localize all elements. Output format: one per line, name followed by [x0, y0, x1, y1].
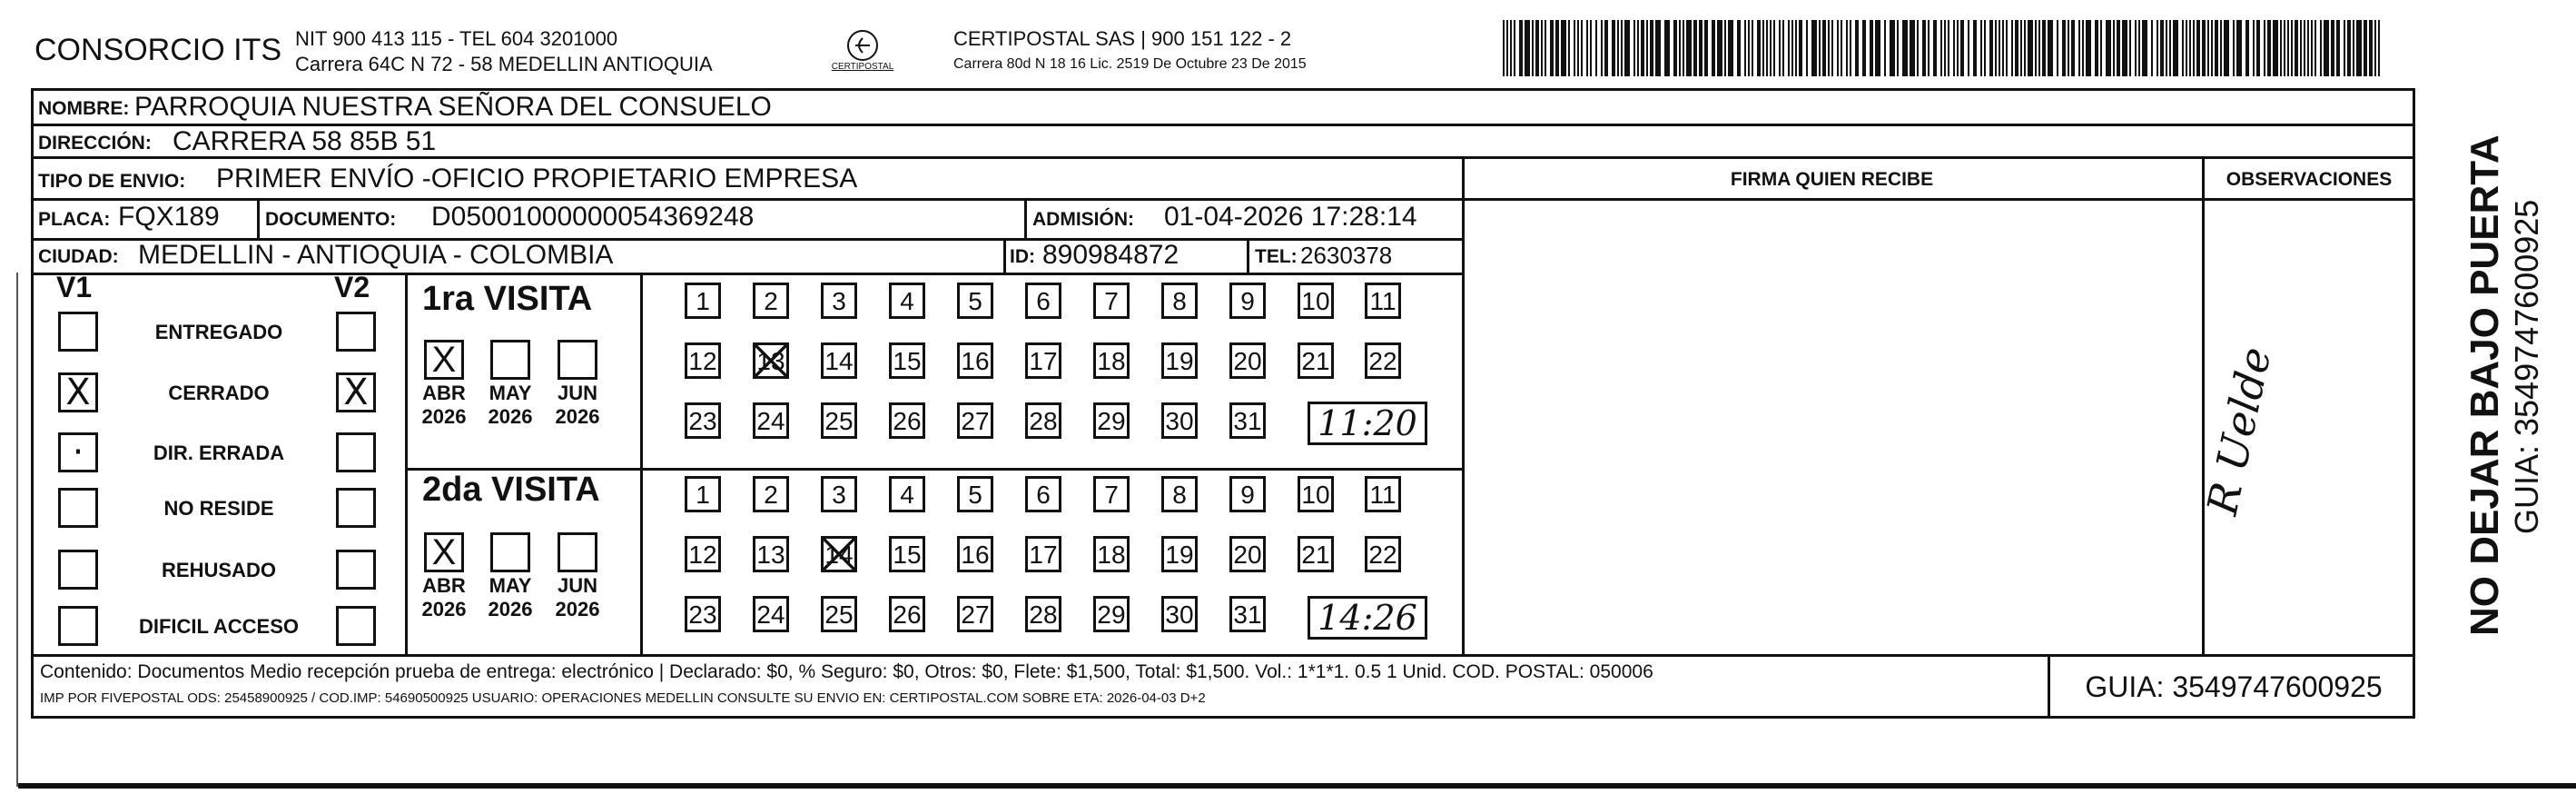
status-label: ENTREGADO [154, 321, 283, 343]
day-box[interactable]: 23 [685, 402, 721, 439]
day-box[interactable]: 27 [957, 596, 993, 632]
v1-checkbox[interactable] [58, 432, 98, 472]
day-box[interactable]: 10 [1298, 283, 1334, 319]
day-box[interactable]: 27 [957, 402, 993, 439]
v1-checkbox[interactable] [58, 488, 98, 528]
documento-value: D05001000000054369248 [431, 202, 755, 232]
status-label: NO RESIDE [163, 497, 274, 520]
documento-label: DOCUMENTO: [265, 209, 397, 230]
day-box[interactable]: 4 [889, 283, 925, 319]
ciudad-label: CIUDAD: [38, 246, 119, 267]
month-checkbox-may[interactable] [490, 340, 530, 380]
day-box[interactable]: 16 [957, 536, 993, 572]
day-box[interactable]: 9 [1229, 283, 1266, 319]
month-checkbox-may[interactable] [490, 532, 530, 572]
day-box[interactable]: 6 [1025, 283, 1061, 319]
company-nit: NIT 900 413 115 - TEL 604 3201000 [295, 27, 618, 50]
month-name: ABR [422, 574, 466, 597]
status-label: DIFICIL ACCESO [138, 615, 299, 638]
tel-value: 2630378 [1300, 242, 1393, 269]
day-box[interactable]: 15 [889, 342, 925, 379]
receiver-signature: R Uelde [2197, 342, 2281, 520]
month-year: 2026 [555, 598, 600, 620]
day-box[interactable]: 22 [1365, 342, 1401, 379]
day-box[interactable]: 2 [753, 476, 789, 512]
day-box[interactable]: 18 [1093, 342, 1130, 379]
day-box[interactable]: 26 [889, 596, 925, 632]
v1-mark: X [65, 372, 91, 413]
day-box[interactable]: 7 [1093, 476, 1130, 512]
admision-value: 01-04-2026 17:28:14 [1164, 202, 1417, 232]
footer-contents: Contenido: Documentos Medio recepción prueba de entrega: electrónico | Declarado: $0, % Seguro: $0, Otros: $0, Flete: $1,500, Total: $1,500. Vol.: 1*1*1. 0.5 1 Unid. COD. POSTAL: 050006 [40, 661, 1653, 682]
day-box[interactable]: 18 [1093, 536, 1130, 572]
second-visit-time: 14:26 [1308, 596, 1427, 640]
v1-checkbox[interactable] [58, 312, 98, 352]
month-name: ABR [422, 382, 466, 404]
month-checkbox-abr[interactable] [424, 340, 464, 380]
month-checkbox-jun[interactable] [558, 340, 597, 380]
day-box[interactable]: 5 [957, 283, 993, 319]
admision-label: ADMISIÓN: [1032, 209, 1134, 230]
direccion-label: DIRECCIÓN: [38, 133, 152, 154]
v2-checkbox[interactable] [336, 488, 376, 528]
v2-checkbox[interactable] [336, 312, 376, 352]
logo-text: CERTIPOSTAL [831, 62, 894, 72]
day-box[interactable]: 6 [1025, 476, 1061, 512]
first-visit-label: 1ra VISITA [422, 280, 593, 318]
placa-label: PLACA: [38, 209, 111, 230]
day-box[interactable]: 24 [753, 402, 789, 439]
day-box[interactable]: 21 [1298, 536, 1334, 572]
day-box[interactable]: 30 [1161, 596, 1198, 632]
day-box[interactable]: 3 [821, 283, 857, 319]
month-name: MAY [489, 382, 532, 404]
day-box[interactable]: 13 [753, 342, 789, 379]
day-box[interactable]: 21 [1298, 342, 1334, 379]
day-box[interactable]: 4 [889, 476, 925, 512]
day-box[interactable]: 8 [1161, 283, 1198, 319]
day-box[interactable]: 29 [1093, 596, 1130, 632]
id-value: 890984872 [1042, 240, 1179, 270]
day-box[interactable]: 14 [821, 536, 857, 572]
day-box[interactable]: 10 [1298, 476, 1334, 512]
day-box[interactable]: 28 [1025, 402, 1061, 439]
nombre-label: NOMBRE: [38, 98, 130, 119]
v2-checkbox[interactable] [336, 550, 376, 590]
tel-label: TEL: [1255, 246, 1298, 267]
nombre-value: PARROQUIA NUESTRA SEÑORA DEL CONSUELO [134, 92, 772, 122]
id-label: ID: [1010, 246, 1035, 267]
day-box[interactable]: 12 [685, 536, 721, 572]
carrier-address: Carrera 80d N 18 16 Lic. 2519 De Octubre 23 De 2015 [953, 56, 1307, 72]
v1-checkbox[interactable] [58, 372, 98, 412]
month-name: MAY [489, 574, 532, 597]
v1-label: V1 [56, 271, 93, 303]
day-box[interactable]: 13 [753, 536, 789, 572]
day-box[interactable]: 3 [821, 476, 857, 512]
day-box[interactable]: 23 [685, 596, 721, 632]
barcode-bars [1503, 20, 2384, 76]
footer-imp: IMP POR FIVEPOSTAL ODS: 25458900925 / COD.IMP: 54690500925 USUARIO: OPERACIONES MEDELLIN CONSULTE SU ENVIO EN: CERTIPOSTAL.COM SOBRE ETA: 2026-04-03 D+2 [40, 690, 1206, 706]
day-box[interactable]: 25 [821, 402, 857, 439]
tipo-envio-value: PRIMER ENVÍO -OFICIO PROPIETARIO EMPRESA [216, 164, 858, 194]
month-year: 2026 [488, 405, 533, 428]
day-box[interactable]: 20 [1229, 342, 1266, 379]
month-year: 2026 [421, 405, 467, 428]
day-box[interactable]: 31 [1229, 402, 1266, 439]
day-box[interactable]: 19 [1161, 536, 1198, 572]
v2-label: V2 [334, 271, 370, 303]
day-box[interactable]: 11 [1365, 476, 1401, 512]
day-box[interactable]: 25 [821, 596, 857, 632]
day-box[interactable]: 11 [1365, 283, 1401, 319]
day-box[interactable]: 20 [1229, 536, 1266, 572]
month-year: 2026 [421, 598, 467, 620]
v1-mark: · [72, 432, 84, 473]
no-dejar-notice: NO DEJAR BAJO PUERTA [2462, 134, 2507, 636]
firma-label: FIRMA QUIEN RECIBE [1730, 169, 1934, 190]
day-box[interactable]: 28 [1025, 596, 1061, 632]
day-box[interactable]: 7 [1093, 283, 1130, 319]
month-checkbox-abr[interactable] [424, 532, 464, 572]
ciudad-value: MEDELLIN - ANTIOQUIA - COLOMBIA [138, 240, 614, 270]
day-box[interactable]: 1 [685, 283, 721, 319]
footer-guia: GUIA: 3549747600925 [2085, 670, 2383, 703]
v2-mark: X [343, 372, 369, 413]
placa-value: FQX189 [118, 202, 220, 232]
day-box[interactable]: 8 [1161, 476, 1198, 512]
day-box[interactable]: 16 [957, 342, 993, 379]
day-box[interactable]: 19 [1161, 342, 1198, 379]
day-box[interactable]: 2 [753, 283, 789, 319]
month-mark: X [431, 532, 457, 572]
v1-checkbox[interactable] [58, 550, 98, 590]
first-visit-time: 11:20 [1308, 402, 1427, 445]
month-name: JUN [557, 382, 597, 404]
day-box[interactable]: 12 [685, 342, 721, 379]
v2-checkbox[interactable] [336, 432, 376, 472]
day-box[interactable]: 24 [753, 596, 789, 632]
page-edge [18, 783, 2576, 789]
day-box[interactable]: 9 [1229, 476, 1266, 512]
day-box[interactable]: 22 [1365, 536, 1401, 572]
month-mark: X [431, 340, 457, 380]
certipostal-logo-icon [813, 25, 913, 80]
day-box[interactable]: 5 [957, 476, 993, 512]
day-box[interactable]: 17 [1025, 342, 1061, 379]
day-box[interactable]: 17 [1025, 536, 1061, 572]
v1-checkbox[interactable] [58, 606, 98, 646]
status-label: REHUSADO [162, 559, 276, 581]
barcode [1503, 20, 2384, 76]
company-address: Carrera 64C N 72 - 58 MEDELLIN ANTIOQUIA [295, 53, 713, 75]
side-guia: GUIA: 3549747600925 [2508, 199, 2545, 534]
day-box[interactable]: 30 [1161, 402, 1198, 439]
day-box[interactable]: 31 [1229, 596, 1266, 632]
month-name: JUN [557, 574, 597, 597]
day-box[interactable]: 29 [1093, 402, 1130, 439]
status-label: CERRADO [168, 382, 270, 404]
day-box[interactable]: 26 [889, 402, 925, 439]
carrier-name: CERTIPOSTAL SAS | 900 151 122 - 2 [953, 27, 1292, 50]
direccion-value: CARRERA 58 85B 51 [173, 126, 437, 156]
v2-checkbox[interactable] [336, 606, 376, 646]
tipo-envio-label: TIPO DE ENVIO: [38, 171, 186, 192]
company-name: CONSORCIO ITS [35, 33, 282, 67]
observaciones-label: OBSERVACIONES [2226, 169, 2393, 190]
month-year: 2026 [488, 598, 533, 620]
second-visit-label: 2da VISITA [422, 471, 600, 509]
day-box[interactable]: 14 [821, 342, 857, 379]
month-year: 2026 [555, 405, 600, 428]
v2-checkbox[interactable] [336, 372, 376, 412]
day-box[interactable]: 15 [889, 536, 925, 572]
day-box[interactable]: 1 [685, 476, 721, 512]
status-label: DIR. ERRADA [153, 442, 285, 464]
month-checkbox-jun[interactable] [558, 532, 597, 572]
